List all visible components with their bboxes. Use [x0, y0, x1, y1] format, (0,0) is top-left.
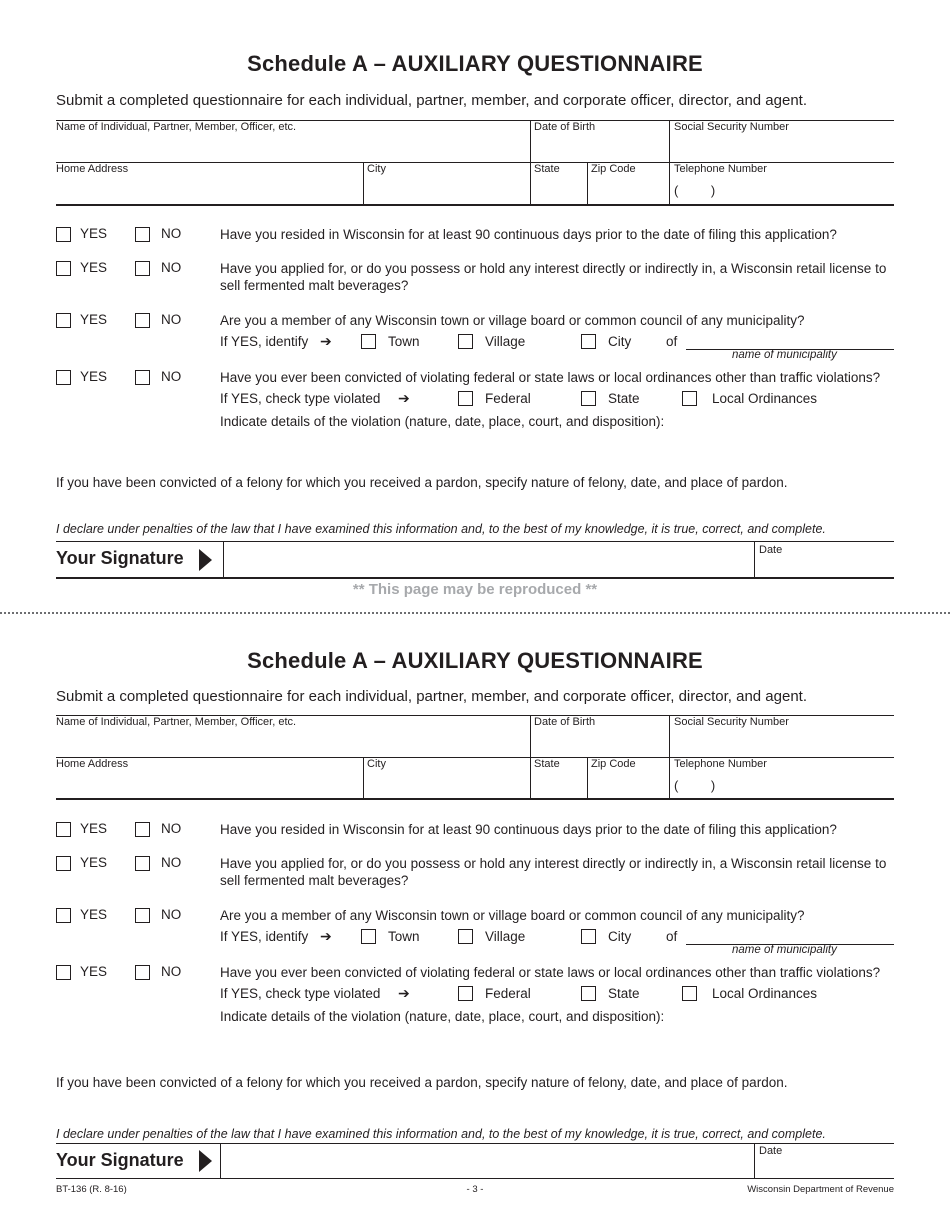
divider	[56, 1143, 894, 1144]
q3-of-label: of	[666, 334, 678, 349]
state-field[interactable]	[532, 176, 585, 203]
q4-local-label: Local Ordinances	[712, 391, 818, 406]
q4-state-checkbox[interactable]	[581, 391, 596, 406]
state-field-label: State	[534, 758, 560, 770]
ssn-field-label: Social Security Number	[674, 716, 789, 728]
q4-local-checkbox[interactable]	[682, 391, 697, 406]
form-id: BT-136 (R. 8-16)	[56, 1184, 127, 1195]
q2-yes-checkbox[interactable]	[56, 856, 71, 871]
q4-federal-checkbox[interactable]	[458, 986, 473, 1001]
divider	[669, 715, 670, 798]
signature-field[interactable]	[222, 1145, 752, 1177]
yes-label: YES	[80, 260, 108, 275]
q3-village-checkbox[interactable]	[458, 929, 473, 944]
q1-yes-checkbox[interactable]	[56, 227, 71, 242]
no-label: NO	[161, 312, 182, 327]
q4-yes-checkbox[interactable]	[56, 370, 71, 385]
q3-city-label: City	[608, 929, 632, 944]
q3-town-label: Town	[388, 334, 420, 349]
declaration-text: I declare under penalties of the law that I have examined this information and, to the best of my knowledge, it is true, correct, and complete.	[56, 1127, 826, 1141]
municipality-caption: name of municipality	[732, 349, 837, 361]
q4-details-label: Indicate details of the violation (nature, date, place, court, and disposition):	[220, 1009, 665, 1024]
state-field[interactable]	[532, 771, 585, 797]
no-label: NO	[161, 369, 182, 384]
q1-no-checkbox[interactable]	[135, 822, 150, 837]
question-3-text: Are you a member of any Wisconsin town or village board or common council of any municipality?	[220, 313, 805, 328]
q4-no-checkbox[interactable]	[135, 370, 150, 385]
q2-no-checkbox[interactable]	[135, 261, 150, 276]
q1-yes-checkbox[interactable]	[56, 822, 71, 837]
yes-label: YES	[80, 226, 108, 241]
dob-field[interactable]	[532, 729, 667, 756]
no-label: NO	[161, 226, 182, 241]
q3-town-checkbox[interactable]	[361, 334, 376, 349]
q3-village-label: Village	[485, 929, 526, 944]
arrow-right-icon: ➔	[320, 333, 332, 349]
q4-no-checkbox[interactable]	[135, 965, 150, 980]
q3-village-label: Village	[485, 334, 526, 349]
address-field-label: Home Address	[56, 163, 129, 175]
yes-label: YES	[80, 855, 108, 870]
signature-label: Your Signature	[56, 1150, 184, 1170]
question-3-text: Are you a member of any Wisconsin town or village board or common council of any municipality?	[220, 908, 805, 923]
no-label: NO	[161, 964, 182, 979]
name-field[interactable]	[56, 729, 528, 756]
divider	[56, 577, 894, 579]
signature-arrow-icon	[199, 549, 212, 571]
divider	[223, 541, 224, 578]
phone-field-label: Telephone Number	[674, 758, 767, 770]
q4-if-yes-label: If YES, check type violated	[220, 986, 381, 1001]
phone-field-label: Telephone Number	[674, 163, 767, 175]
arrow-right-icon: ➔	[398, 985, 410, 1001]
divider	[56, 798, 894, 800]
question-4-text: Have you ever been convicted of violating federal or state laws or local ordinances other than traffic violations?	[220, 965, 881, 980]
q4-federal-label: Federal	[485, 391, 531, 406]
yes-label: YES	[80, 369, 108, 384]
arrow-right-icon: ➔	[320, 928, 332, 944]
divider	[56, 162, 894, 163]
q3-if-yes-label: If YES, identify	[220, 334, 309, 349]
q3-no-checkbox[interactable]	[135, 908, 150, 923]
no-label: NO	[161, 907, 182, 922]
felony-note: If you have been convicted of a felony for which you received a pardon, specify nature of felony, date, and place of pardon.	[56, 475, 788, 490]
zip-field[interactable]	[589, 176, 667, 203]
q3-yes-checkbox[interactable]	[56, 908, 71, 923]
address-field[interactable]	[56, 176, 361, 203]
q3-city-checkbox[interactable]	[581, 334, 596, 349]
name-field-label: Name of Individual, Partner, Member, Officer, etc.	[56, 716, 297, 728]
question-2-text: Have you applied for, or do you possess or hold any interest directly or indirectly in, a Wisconsin retail license to sell fermented malt beverages?	[220, 261, 887, 293]
divider	[220, 1143, 221, 1178]
question-1-text: Have you resided in Wisconsin for at least 90 continuous days prior to the date of filing this application?	[220, 822, 837, 837]
q1-no-checkbox[interactable]	[135, 227, 150, 242]
page-number: - 3 -	[466, 1184, 484, 1195]
divider	[587, 757, 588, 798]
q2-yes-checkbox[interactable]	[56, 261, 71, 276]
date-label: Date	[759, 1145, 783, 1157]
q3-city-checkbox[interactable]	[581, 929, 596, 944]
yes-label: YES	[80, 821, 108, 836]
q3-no-checkbox[interactable]	[135, 313, 150, 328]
form-intro: Submit a completed questionnaire for each individual, partner, member, and corporate officer, director, and agent.	[56, 688, 808, 705]
divider	[56, 757, 894, 758]
yes-label: YES	[80, 907, 108, 922]
yes-label: YES	[80, 964, 108, 979]
date-label: Date	[759, 544, 783, 556]
dob-field[interactable]	[532, 134, 667, 161]
q4-if-yes-label: If YES, check type violated	[220, 391, 381, 406]
divider	[56, 204, 894, 206]
yes-label: YES	[80, 312, 108, 327]
address-field-label: Home Address	[56, 758, 129, 770]
municipality-caption: name of municipality	[732, 944, 837, 956]
date-field[interactable]	[757, 1159, 893, 1177]
no-label: NO	[161, 821, 182, 836]
phone-field[interactable]: ( )	[674, 778, 716, 793]
q4-local-label: Local Ordinances	[712, 986, 818, 1001]
form-title: Schedule A – AUXILIARY QUESTIONNAIRE	[247, 51, 703, 76]
no-label: NO	[161, 260, 182, 275]
city-field-label: City	[367, 758, 386, 770]
ssn-field[interactable]	[671, 134, 893, 161]
q4-state-label: State	[608, 391, 640, 406]
city-field-label: City	[367, 163, 386, 175]
signature-label: Your Signature	[56, 548, 184, 568]
phone-field[interactable]: ( )	[674, 183, 716, 198]
q3-city-label: City	[608, 334, 632, 349]
city-field[interactable]	[365, 176, 528, 203]
divider	[530, 715, 531, 798]
q3-of-label: of	[666, 929, 678, 944]
q4-state-checkbox[interactable]	[581, 986, 596, 1001]
divider	[669, 120, 670, 204]
q3-yes-checkbox[interactable]	[56, 313, 71, 328]
divider	[530, 120, 531, 204]
ssn-field-label: Social Security Number	[674, 121, 789, 133]
q4-federal-checkbox[interactable]	[458, 391, 473, 406]
ssn-field[interactable]	[671, 729, 893, 756]
zip-field-label: Zip Code	[591, 163, 636, 175]
divider	[56, 541, 894, 542]
form-intro: Submit a completed questionnaire for each individual, partner, member, and corporate officer, director, and agent.	[56, 92, 808, 109]
arrow-right-icon: ➔	[398, 390, 410, 406]
q3-town-label: Town	[388, 929, 420, 944]
divider	[56, 1178, 894, 1179]
q4-federal-label: Federal	[485, 986, 531, 1001]
declaration-text: I declare under penalties of the law that I have examined this information and, to the best of my knowledge, it is true, correct, and complete.	[56, 522, 826, 536]
form-title: Schedule A – AUXILIARY QUESTIONNAIRE	[247, 648, 703, 673]
divider	[754, 1143, 755, 1178]
q4-state-label: State	[608, 986, 640, 1001]
q3-village-checkbox[interactable]	[458, 334, 473, 349]
no-label: NO	[161, 855, 182, 870]
date-field[interactable]	[757, 558, 893, 576]
cut-line	[0, 612, 950, 614]
q3-town-checkbox[interactable]	[361, 929, 376, 944]
q2-no-checkbox[interactable]	[135, 856, 150, 871]
address-field[interactable]	[56, 771, 361, 797]
q4-yes-checkbox[interactable]	[56, 965, 71, 980]
divider	[363, 162, 364, 204]
zip-field-label: Zip Code	[591, 758, 636, 770]
city-field[interactable]	[365, 771, 528, 797]
q4-local-checkbox[interactable]	[682, 986, 697, 1001]
state-field-label: State	[534, 163, 560, 175]
signature-field[interactable]	[225, 543, 752, 576]
q3-if-yes-label: If YES, identify	[220, 929, 309, 944]
q4-details-label: Indicate details of the violation (nature, date, place, court, and disposition):	[220, 414, 665, 429]
question-2-text: Have you applied for, or do you possess or hold any interest directly or indirectly in, a Wisconsin retail license to sell fermented malt beverages?	[220, 856, 887, 888]
dob-field-label: Date of Birth	[534, 716, 596, 728]
divider	[754, 541, 755, 578]
signature-arrow-icon	[199, 1150, 212, 1172]
divider	[363, 757, 364, 798]
dob-field-label: Date of Birth	[534, 121, 596, 133]
name-field-label: Name of Individual, Partner, Member, Officer, etc.	[56, 121, 297, 133]
felony-note: If you have been convicted of a felony for which you received a pardon, specify nature of felony, date, and place of pardon.	[56, 1075, 788, 1090]
question-1-text: Have you resided in Wisconsin for at least 90 continuous days prior to the date of filing this application?	[220, 227, 837, 242]
agency-name: Wisconsin Department of Revenue	[747, 1184, 894, 1195]
zip-field[interactable]	[589, 771, 667, 797]
reproduce-note: ** This page may be reproduced **	[352, 581, 598, 598]
name-field[interactable]	[56, 134, 528, 161]
divider	[587, 162, 588, 204]
question-4-text: Have you ever been convicted of violating federal or state laws or local ordinances other than traffic violations?	[220, 370, 881, 385]
